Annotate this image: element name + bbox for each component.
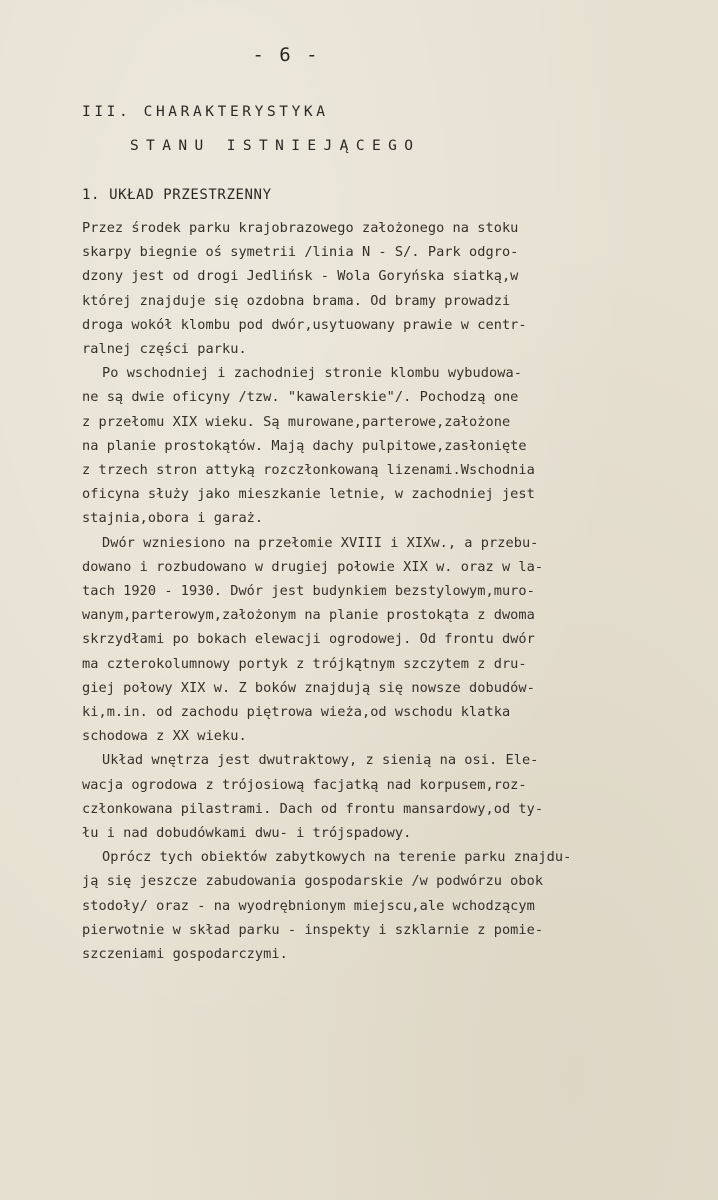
text-line: ją się jeszcze zabudowania gospodarskie /w podwórzu obok [82, 873, 544, 890]
text-line: Oprócz tych obiektów zabytkowych na terenie parku znajdu- [102, 849, 572, 866]
text-line: wacja ogrodowa z trójosiową facjatką nad korpusem,roz- [82, 776, 527, 793]
text-line: tach 1920 - 1930. Dwór jest budynkiem bezstylowym,muro- [82, 583, 535, 600]
text-line: skrzydłami po bokach elewacji ogrodowej. Od frontu dwór [82, 631, 535, 648]
body-text [82, 216, 642, 966]
text-line: na planie prostokątów. Mają dachy pulpitowe,zasłonięte [82, 437, 527, 454]
text-line: Układ wnętrza jest dwutraktowy, z sienią na osi. Ele- [102, 752, 539, 769]
text-line: dowano i rozbudowano w drugiej połowie XIX w. oraz w la- [82, 558, 544, 575]
text-line: ki,m.in. od zachodu piętrowa wieża,od wschodu klatka [82, 704, 511, 721]
text-line: skarpy biegnie oś symetrii /linia N - S/. Park odgro- [82, 244, 519, 261]
text-line: Po wschodniej i zachodniej stronie klombu wybudowa- [102, 365, 522, 382]
text-line: giej połowy XIX w. Z boków znajdują się nowsze dobudów- [82, 679, 535, 696]
text-line: ma czterokolumnowy portyk z trójkątnym szczytem z dru- [82, 655, 527, 672]
text-line: członkowana pilastrami. Dach od frontu mansardowy,od ty- [82, 800, 544, 817]
text-line: schodowa z XX wieku. [82, 728, 247, 745]
text-line: droga wokół klombu pod dwór,usytuowany prawie w centr- [82, 316, 527, 333]
text-line: pierwotnie w skład parku - inspekty i szklarnie z pomie- [82, 921, 544, 938]
text-line: wanym,parterowym,założonym na planie prostokąta z dwoma [82, 607, 535, 624]
section-heading: 1. UKŁAD PRZESTRZENNY [82, 187, 272, 203]
chapter-title-line-1: III. CHARAKTERYSTYKA [82, 104, 329, 120]
chapter-heading [82, 104, 420, 154]
text-line: ne są dwie oficyny /tzw. "kawalerskie"/. Pochodzą one [82, 389, 519, 406]
text-line: której znajduje się ozdobna brama. Od bramy prowadzi [82, 292, 511, 309]
text-line: Przez środek parku krajobrazowego założonego na stoku [82, 220, 519, 236]
page-number: - 6 - [252, 44, 320, 66]
text-line: stodoły/ oraz - na wyodrębnionym miejscu,ale wchodzącym [82, 897, 535, 914]
text-line: dzony jest od drogi Jedlińsk - Wola Goryńska siatką,w [82, 268, 519, 285]
text-line: z trzech stron attyką rozczłonkowaną lizenami.Wschodnia [82, 462, 535, 479]
chapter-title-line-2: STANU ISTNIEJĄCEGO [130, 138, 421, 154]
text-line: łu i nad dobudówkami dwu- i trójspadowy. [82, 825, 412, 842]
text-line: stajnia,obora i garaż. [82, 510, 264, 527]
text-line: ralnej części parku. [82, 341, 247, 358]
text-line: oficyna służy jako mieszkanie letnie, w zachodniej jest [82, 486, 535, 503]
text-line: Dwór wzniesiono na przełomie XVIII i XIXw., a przebu- [102, 534, 539, 551]
text-line: szczeniami gospodarczymi. [82, 946, 288, 963]
text-line: z przełomu XIX wieku. Są murowane,parterowe,założone [82, 413, 511, 430]
